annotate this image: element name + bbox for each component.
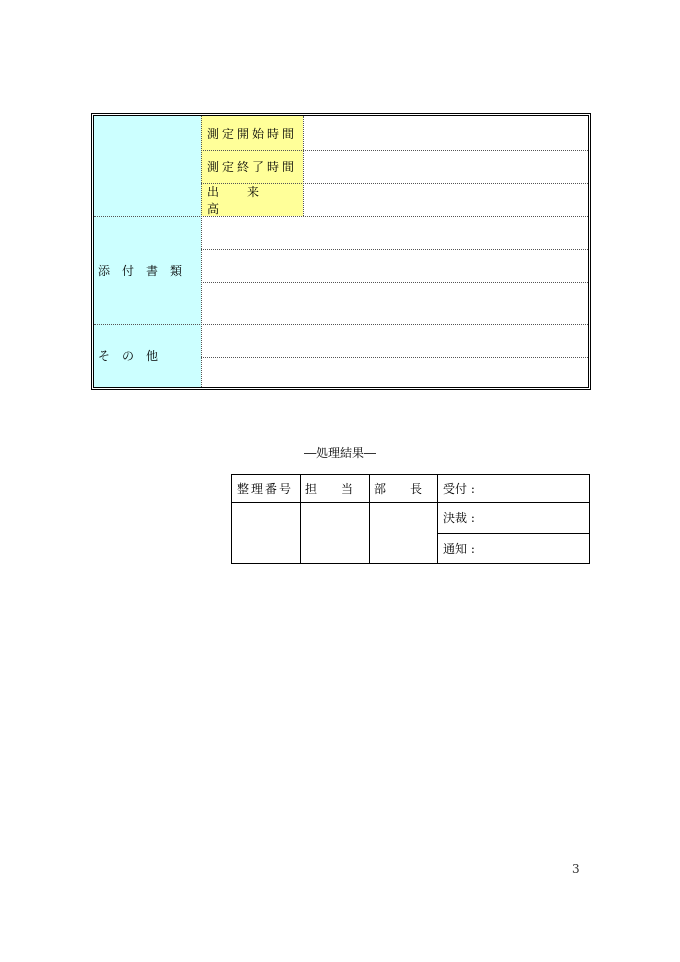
table-divider bbox=[300, 475, 301, 563]
table-divider bbox=[369, 475, 370, 563]
row-divider bbox=[201, 282, 588, 283]
measure-end-label: 測定終了時間 bbox=[201, 150, 303, 183]
notice-label: 通知 : bbox=[443, 541, 475, 556]
row-divider bbox=[201, 183, 588, 184]
column-divider bbox=[201, 116, 202, 387]
output-field[interactable] bbox=[303, 183, 588, 216]
other-field-2[interactable] bbox=[201, 357, 588, 387]
attachment-field-1[interactable] bbox=[201, 216, 588, 249]
person-in-charge-cell[interactable] bbox=[300, 502, 369, 563]
blank-header-cell bbox=[94, 116, 201, 216]
attachment-field-2[interactable] bbox=[201, 249, 588, 282]
table-divider bbox=[232, 502, 589, 503]
decision-label: 決裁 : bbox=[443, 511, 475, 525]
row-divider bbox=[94, 324, 588, 325]
column-header-person-in-charge: 担 当 bbox=[305, 482, 354, 496]
attachments-label: 添 付 書 類 bbox=[94, 216, 201, 324]
page-number: 3 bbox=[572, 862, 580, 876]
measure-start-label: 測定開始時間 bbox=[201, 116, 303, 150]
output-label: 出 来 高 bbox=[201, 183, 303, 216]
measure-end-field[interactable] bbox=[303, 150, 588, 183]
file-number-cell[interactable] bbox=[232, 502, 300, 563]
table-divider bbox=[437, 533, 589, 534]
row-divider bbox=[201, 357, 588, 358]
table-divider bbox=[437, 475, 438, 563]
measure-start-field[interactable] bbox=[303, 116, 588, 150]
result-table bbox=[231, 474, 590, 564]
label-value-divider bbox=[303, 116, 304, 216]
other-label: そ の 他 bbox=[94, 324, 201, 387]
measurement-form bbox=[91, 113, 591, 390]
result-title: ―処理結果― bbox=[303, 446, 376, 460]
manager-cell[interactable] bbox=[369, 502, 437, 563]
column-header-file-number: 整理番号 bbox=[237, 482, 294, 496]
reception-label: 受付 : bbox=[443, 482, 475, 496]
row-divider bbox=[94, 216, 588, 217]
row-divider bbox=[201, 150, 588, 151]
attachment-field-3[interactable] bbox=[201, 282, 588, 324]
column-header-manager: 部 長 bbox=[374, 482, 423, 496]
other-field-1[interactable] bbox=[201, 324, 588, 357]
row-divider bbox=[201, 249, 588, 250]
